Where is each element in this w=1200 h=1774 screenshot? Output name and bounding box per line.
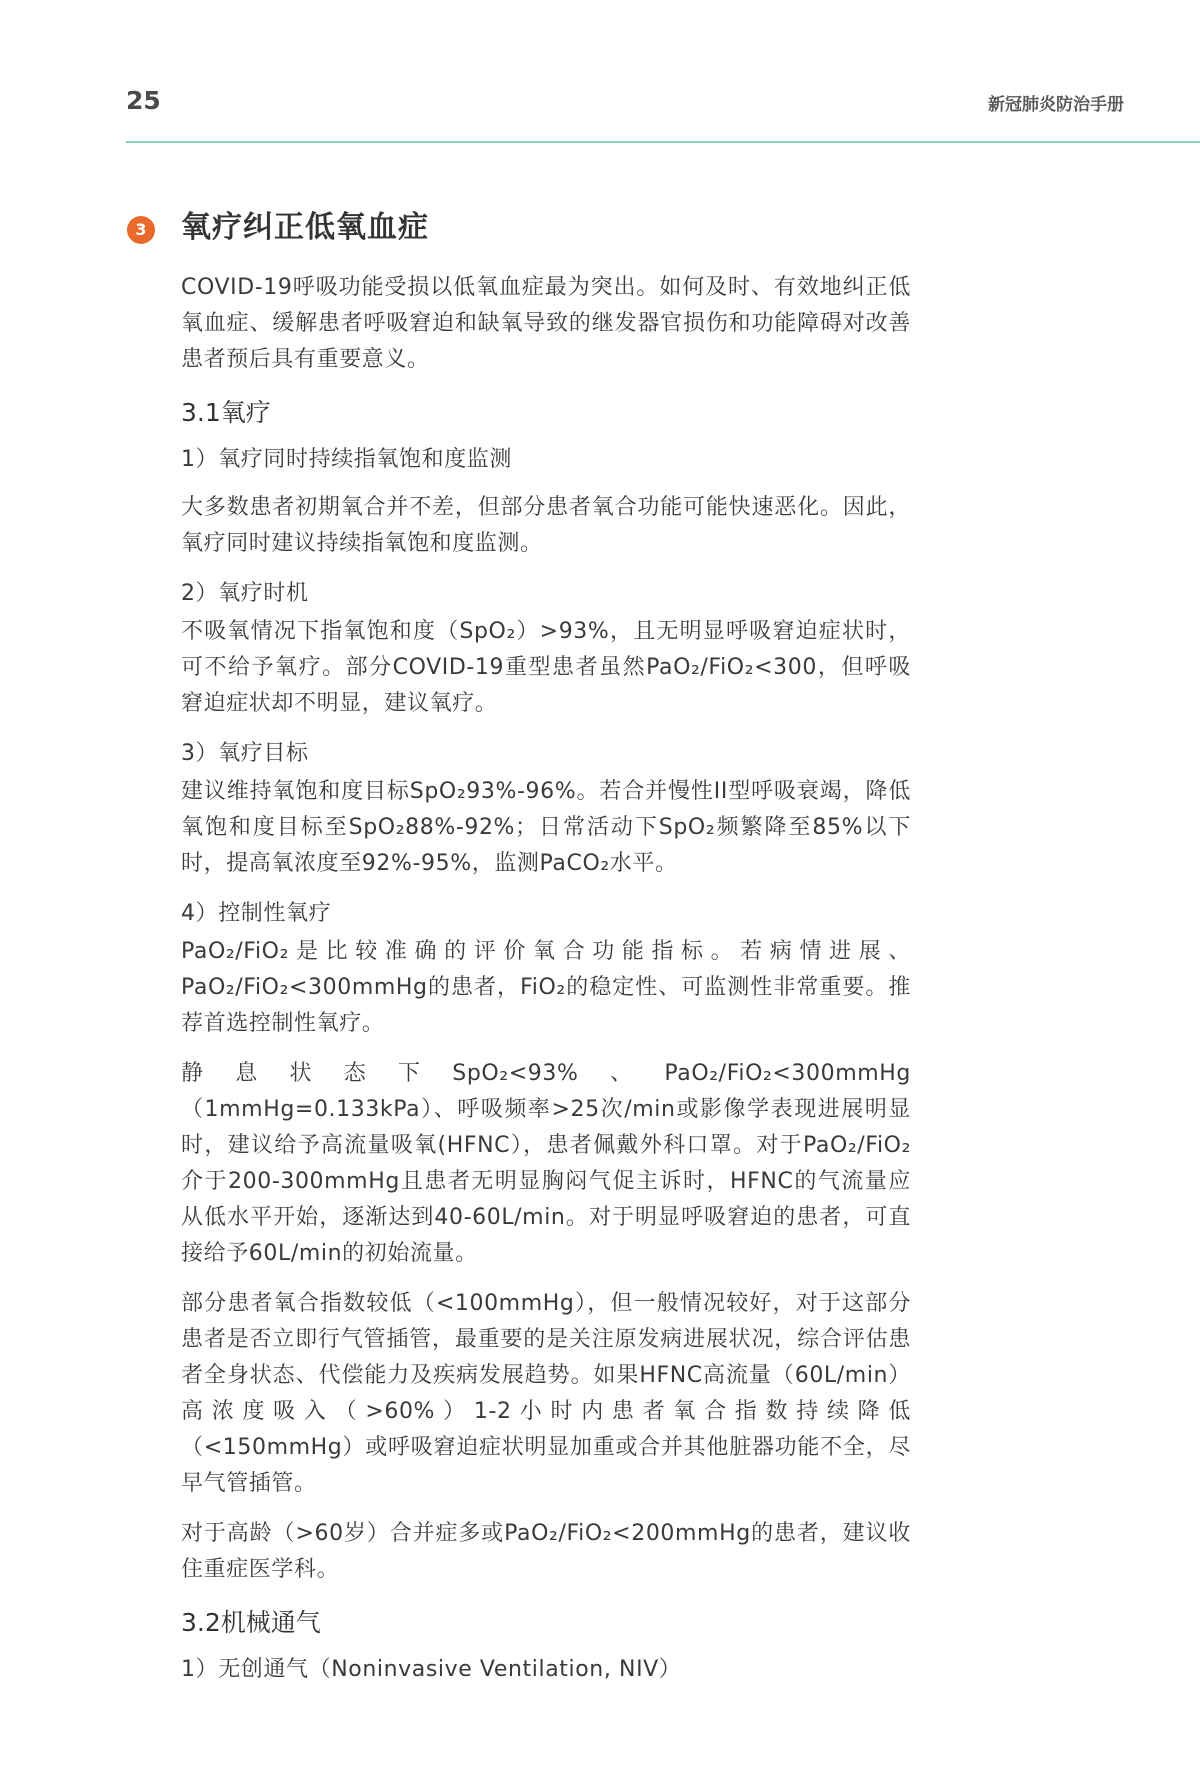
item-label-2: 2）氧疗时机 <box>181 581 309 606</box>
page-content <box>135 206 911 1690</box>
item-text-4-paragraph-1: PaO₂/FiO₂是比较准确的评价氧合功能指标。若病情进展、PaO₂/FiO₂<300mmHg的患者，FiO₂的稳定性、可监测性非常重要。推荐首选控制性氧疗。 <box>181 939 911 1036</box>
header-divider <box>126 141 1200 143</box>
subsection-title-3-2: 3.2机械通气 <box>181 1608 321 1637</box>
item-label-1: 1）氧疗同时持续指氧饱和度监测 <box>181 447 512 472</box>
section-title: 氧疗纠正低氧血症 <box>181 210 429 245</box>
section-heading <box>135 206 911 250</box>
running-title: 新冠肺炎防治手册 <box>988 95 1124 115</box>
section-number-badge: 3 <box>127 216 155 244</box>
subsection-title-3-1: 3.1氧疗 <box>181 398 271 427</box>
item-text-2: 不吸氧情况下指氧饱和度（SpO₂）>93%，且无明显呼吸窘迫症状时，可不给予氧疗。部分COVID-19重型患者虽然PaO₂/FiO₂<300，但呼吸窘迫症状却不明显，建议氧疗。 <box>181 619 911 716</box>
item-label-3: 3）氧疗目标 <box>181 741 309 766</box>
section-intro: COVID-19呼吸功能受损以低氧血症最为突出。如何及时、有效地纠正低氧血症、缓解患者呼吸窘迫和缺氧导致的继发器官损伤和功能障碍对改善患者预后具有重要意义。 <box>181 275 911 372</box>
page-number: 25 <box>126 86 161 115</box>
item-text-1: 大多数患者初期氧合并不差，但部分患者氧合功能可能快速恶化。因此，氧疗同时建议持续指氧饱和度监测。 <box>181 495 911 556</box>
item-text-4-paragraph-3: 部分患者氧合指数较低（<100mmHg），但一般情况较好，对于这部分患者是否立即行气管插管，最重要的是关注原发病进展状况，综合评估患者全身状态、代偿能力及疾病发展趋势。如果HFNC高流量（60L/min）高浓度吸入（>60%）1-2小时内患者氧合指数持续降低（<150mmHg）或呼吸窘迫症状明显加重或合并其他脏器功能不全，尽早气管插管。 <box>181 1291 911 1496</box>
item-label-niv: 1）无创通气（Noninvasive Ventilation, NIV） <box>181 1657 682 1682</box>
item-label-4: 4）控制性氧疗 <box>181 901 332 926</box>
item-text-4-paragraph-4: 对于高龄（>60岁）合并症多或PaO₂/FiO₂<200mmHg的患者，建议收住重症医学科。 <box>181 1521 911 1582</box>
item-text-4-paragraph-2: 静息状态下SpO₂<93%、PaO₂/FiO₂<300mmHg（1mmHg=0.133kPa）、呼吸频率>25次/min或影像学表现进展明显时，建议给予高流量吸氧(HFNC），患者佩戴外科口罩。对于PaO₂/FiO₂介于200-300mmHg且患者无明显胸闷气促主诉时，HFNC的气流量应从低水平开始，逐渐达到40-60L/min。对于明显呼吸窘迫的患者，可直接给予60L/min的初始流量。 <box>181 1061 911 1266</box>
item-text-3: 建议维持氧饱和度目标SpO₂93%-96%。若合并慢性II型呼吸衰竭，降低氧饱和度目标至SpO₂88%-92%；日常活动下SpO₂频繁降至85%以下时，提高氧浓度至92%-95%，监测PaCO₂水平。 <box>181 779 911 876</box>
